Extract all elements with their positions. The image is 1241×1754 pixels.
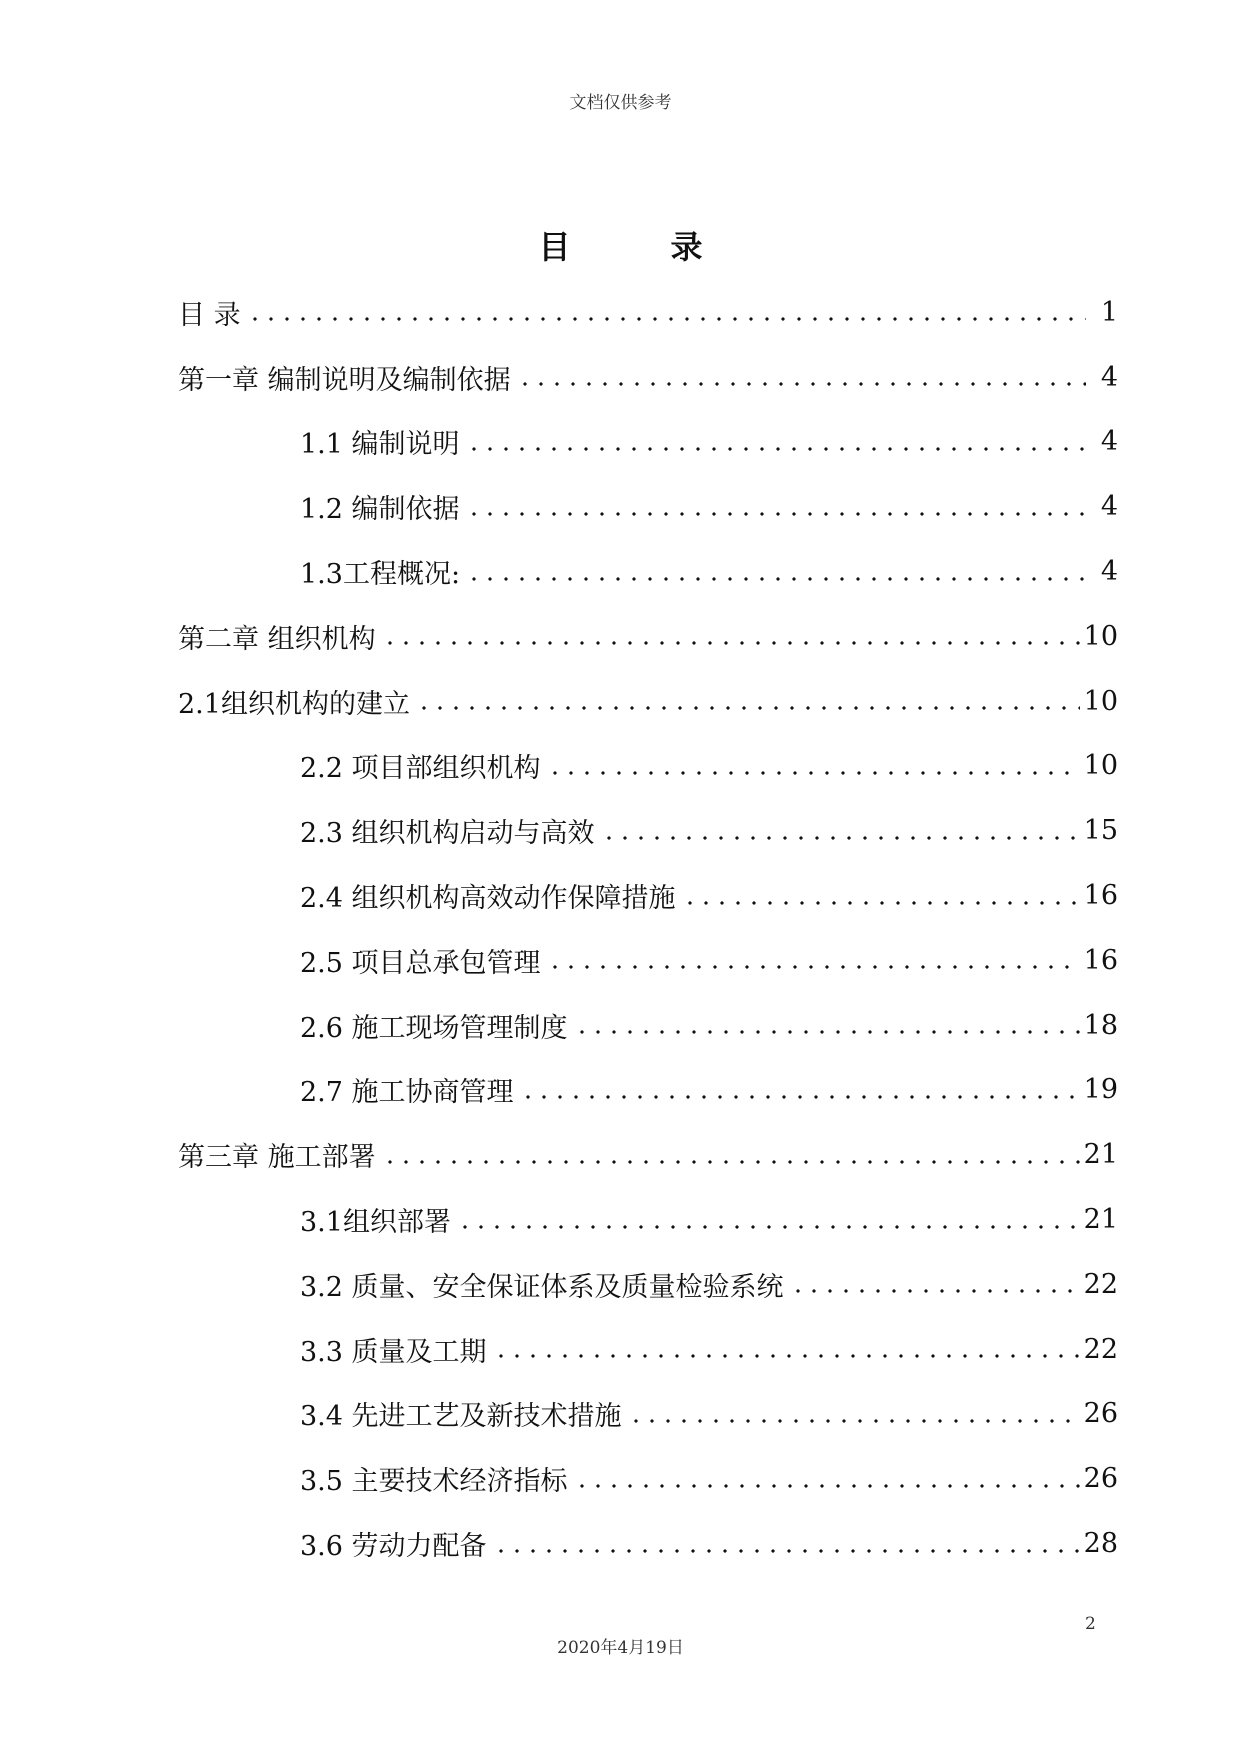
toc-entry-page: 28: [1083, 1528, 1118, 1560]
toc-leader-dots: [466, 577, 1086, 581]
toc-entry[interactable]: [178, 1187, 1118, 1252]
toc-entry-label: 2.3 组织机构启动与高效: [300, 818, 595, 850]
toc-entry[interactable]: [178, 1122, 1118, 1187]
toc-entry-page: 16: [1083, 944, 1118, 976]
toc-entry-label: 第三章 施工部署: [178, 1142, 376, 1174]
toc-entry[interactable]: [178, 474, 1118, 539]
toc-entry[interactable]: [178, 993, 1118, 1058]
toc-leader-dots: [382, 1160, 1080, 1164]
toc-entry[interactable]: [178, 604, 1118, 669]
toc-leader-dots: [517, 382, 1086, 386]
toc-entry-label: 第二章 组织机构: [178, 623, 376, 655]
toc-leader-dots: [520, 1095, 1080, 1099]
toc-entry[interactable]: [178, 1317, 1118, 1382]
toc-entry[interactable]: [178, 669, 1118, 734]
toc-entry-label: 2.4 组织机构高效动作保障措施: [300, 883, 676, 915]
toc-entry-label: 2.2 项目部组织机构: [300, 753, 541, 785]
toc-entry-label: 3.2 质量、安全保证体系及质量检验系统: [300, 1271, 784, 1303]
toc-entry[interactable]: [178, 1252, 1118, 1317]
toc-entry[interactable]: [178, 734, 1118, 799]
toc-leader-dots: [628, 1419, 1080, 1423]
toc-entry-label: 3.4 先进工艺及新技术措施: [300, 1401, 622, 1433]
toc-entry-page: 4: [1100, 361, 1118, 393]
toc-entry[interactable]: [178, 1058, 1118, 1123]
toc-leader-dots: [547, 771, 1080, 775]
toc-entry[interactable]: [178, 1382, 1118, 1447]
toc-entry-label: 1.3工程概况:: [300, 559, 461, 591]
toc-entry-label: 1.2 编制依据: [300, 494, 460, 526]
toc-entry-page: 26: [1083, 1398, 1118, 1430]
toc-entry-page: 21: [1083, 1204, 1118, 1236]
page-header: 文档仅供参考: [569, 93, 672, 113]
toc-entry-label: 第一章 编制说明及编制依据: [178, 364, 511, 396]
toc-leader-dots: [574, 1030, 1080, 1034]
toc-entry[interactable]: [178, 539, 1118, 604]
toc-entry-page: 18: [1083, 1009, 1118, 1041]
toc-entry-page: 4: [1100, 491, 1118, 523]
toc-entry-page: 1: [1100, 296, 1118, 328]
toc-entry-label: 2.5 项目总承包管理: [300, 947, 541, 979]
toc-entry[interactable]: [178, 280, 1118, 345]
toc-entry[interactable]: [178, 863, 1118, 928]
toc-entry-label: 1.1 编制说明: [300, 429, 460, 461]
toc-entry-label: 3.5 主要技术经济指标: [300, 1466, 568, 1498]
toc-entry-page: 22: [1083, 1268, 1118, 1300]
toc-entry-page: 10: [1083, 620, 1118, 652]
toc-leader-dots: [790, 1289, 1080, 1293]
toc-entry-page: 4: [1100, 426, 1118, 458]
toc-entry[interactable]: [178, 928, 1118, 993]
toc-leader-dots: [466, 512, 1086, 516]
toc-title: 目录: [538, 228, 803, 266]
toc-entry[interactable]: [178, 798, 1118, 863]
toc-leader-dots: [493, 1549, 1080, 1553]
toc-entry-label: 2.1组织机构的建立: [178, 688, 410, 720]
toc-entry-label: 目 录: [178, 299, 241, 331]
toc-entry-page: 10: [1083, 750, 1118, 782]
toc-leader-dots: [457, 1225, 1080, 1229]
toc-leader-dots: [574, 1484, 1080, 1488]
toc-entry[interactable]: [178, 345, 1118, 410]
toc-leader-dots: [416, 706, 1080, 710]
toc-leader-dots: [547, 965, 1080, 969]
toc-entry-page: 21: [1083, 1139, 1118, 1171]
table-of-contents: [178, 280, 1118, 1576]
toc-entry-label: 2.7 施工协商管理: [300, 1077, 514, 1109]
toc-entry-page: 16: [1083, 880, 1118, 912]
toc-entry-page: 22: [1083, 1333, 1118, 1365]
toc-entry-label: 3.3 质量及工期: [300, 1336, 487, 1368]
toc-leader-dots: [493, 1354, 1080, 1358]
toc-entry-page: 15: [1083, 815, 1118, 847]
toc-entry-page: 26: [1083, 1463, 1118, 1495]
toc-leader-dots: [382, 641, 1080, 645]
toc-entry-page: 19: [1083, 1074, 1118, 1106]
toc-leader-dots: [601, 836, 1080, 840]
toc-entry-page: 10: [1083, 685, 1118, 717]
toc-entry[interactable]: [178, 1446, 1118, 1511]
page-number: 2: [1085, 1614, 1096, 1634]
toc-leader-dots: [682, 901, 1080, 905]
toc-entry[interactable]: [178, 410, 1118, 475]
toc-entry-page: 4: [1100, 556, 1118, 588]
page-footer-date: 2020年4月19日: [557, 1638, 684, 1658]
toc-entry-label: 3.6 劳动力配备: [300, 1531, 487, 1563]
toc-leader-dots: [247, 317, 1086, 321]
toc-leader-dots: [466, 447, 1086, 451]
toc-entry-label: 2.6 施工现场管理制度: [300, 1012, 568, 1044]
toc-entry-label: 3.1组织部署: [300, 1207, 451, 1239]
toc-entry[interactable]: [178, 1511, 1118, 1576]
